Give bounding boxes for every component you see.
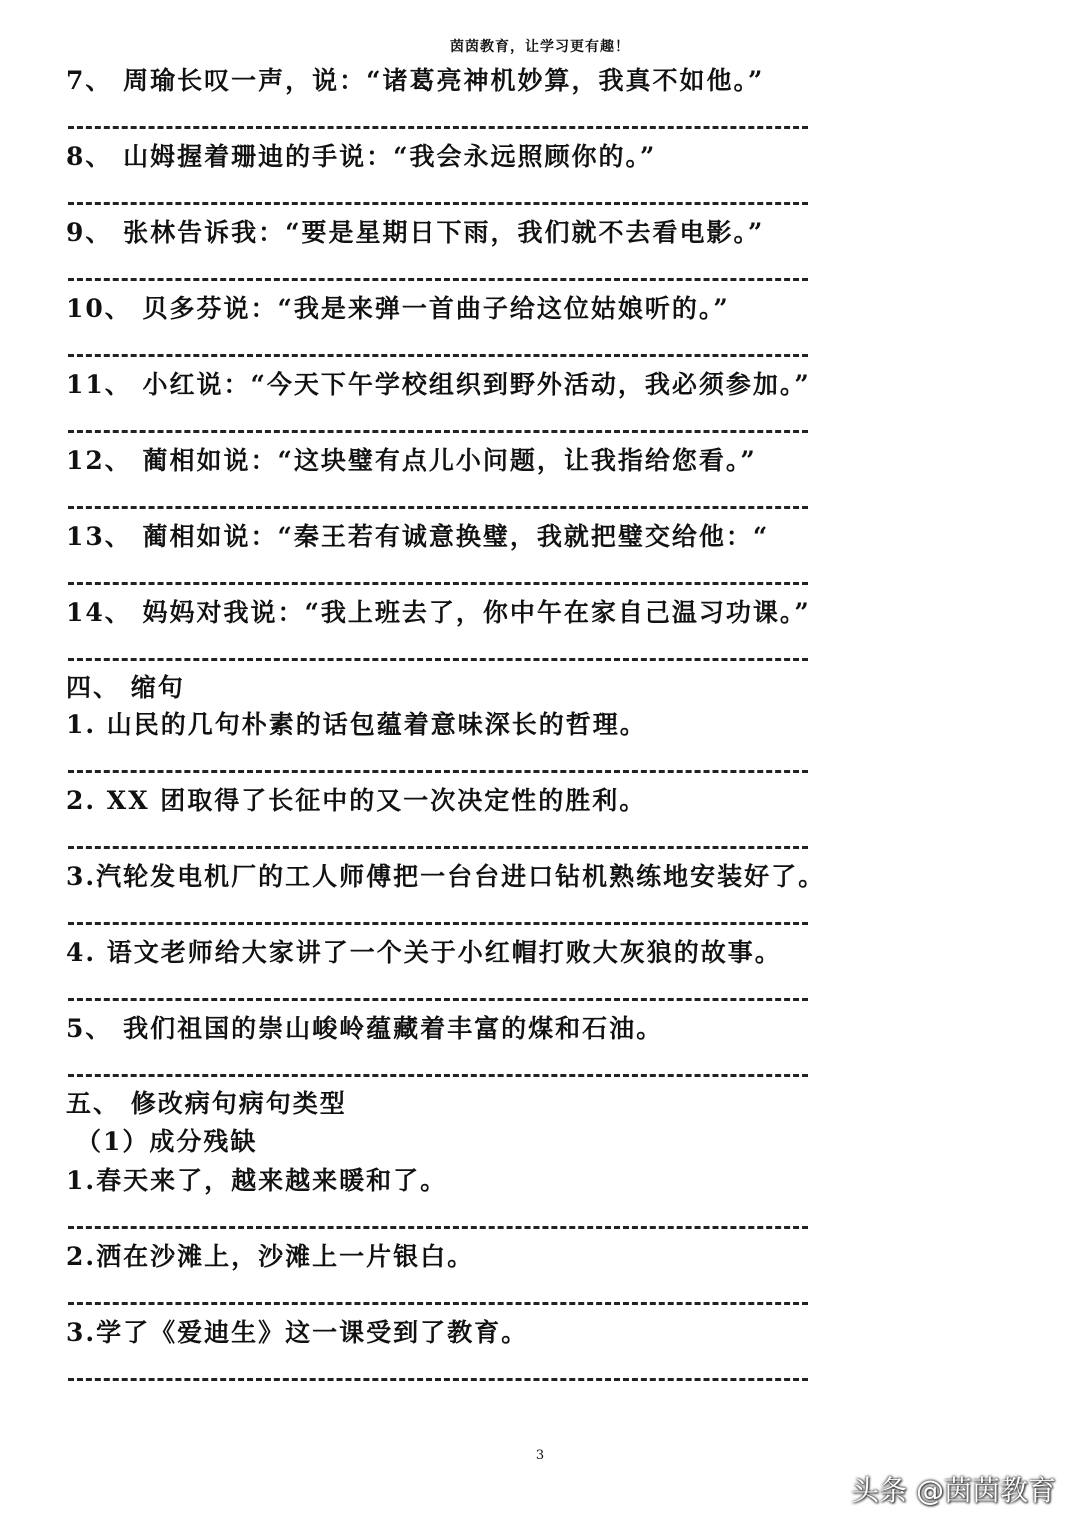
shorten-item-1: 1. 山民的几句朴素的话包蕴着意味深长的哲理。 bbox=[66, 710, 647, 739]
section-4-title: 四、 缩句 bbox=[66, 673, 185, 702]
watermark: 头条 @茵茵教育 bbox=[851, 1474, 1056, 1507]
worksheet-content bbox=[66, 62, 1026, 1390]
exercise-13: 13、 蔺相如说：“秦王若有诚意换璧，我就把璧交给他：“ bbox=[66, 522, 770, 551]
correction-item-2: 2.洒在沙滩上，沙滩上一片银白。 bbox=[66, 1242, 475, 1271]
answer-line[interactable] bbox=[66, 328, 1026, 366]
answer-line[interactable] bbox=[66, 1352, 1026, 1390]
section-5-subtitle: （1）成分残缺 bbox=[76, 1127, 258, 1156]
exercise-7: 7、 周瑜长叹一声，说：“诸葛亮神机妙算，我真不如他。” bbox=[66, 66, 765, 95]
answer-line[interactable] bbox=[66, 632, 1026, 670]
answer-line[interactable] bbox=[66, 744, 1026, 782]
correction-item-1: 1.春天来了，越来越来暖和了。 bbox=[66, 1166, 448, 1195]
answer-line[interactable] bbox=[66, 1276, 1026, 1314]
answer-line[interactable] bbox=[66, 252, 1026, 290]
shorten-item-3: 3.汽轮发电机厂的工人师傅把一台台进口钻机熟练地安装好了。 bbox=[66, 862, 826, 891]
shorten-item-4: 4. 语文老师给大家讲了一个关于小红帽打败大灰狼的故事。 bbox=[66, 938, 782, 967]
answer-line[interactable] bbox=[66, 556, 1026, 594]
shorten-item-2: 2. XX 团取得了长征中的又一次决定性的胜利。 bbox=[66, 786, 647, 815]
exercise-11: 11、 小红说：“今天下午学校组织到野外活动，我必须参加。” bbox=[66, 370, 811, 399]
correction-item-3: 3.学了《爱迪生》这一课受到了教育。 bbox=[66, 1318, 529, 1347]
answer-line[interactable] bbox=[66, 1048, 1026, 1086]
section-5-title: 五、 修改病句病句类型 bbox=[66, 1089, 347, 1118]
answer-line[interactable] bbox=[66, 404, 1026, 442]
answer-line[interactable] bbox=[66, 176, 1026, 214]
shorten-item-5: 5、 我们祖国的崇山峻岭蕴藏着丰富的煤和石油。 bbox=[66, 1014, 664, 1043]
exercise-8: 8、 山姆握着珊迪的手说：“我会永远照顾你的。” bbox=[66, 142, 657, 171]
exercise-10: 10、 贝多芬说：“我是来弹一首曲子给这位姑娘听的。” bbox=[66, 294, 730, 323]
exercise-14: 14、 妈妈对我说：“我上班去了，你中午在家自己温习功课。” bbox=[66, 598, 811, 627]
answer-line[interactable] bbox=[66, 1200, 1026, 1238]
answer-line[interactable] bbox=[66, 972, 1026, 1010]
answer-line[interactable] bbox=[66, 896, 1026, 934]
exercise-9: 9、 张林告诉我：“要是星期日下雨，我们就不去看电影。” bbox=[66, 218, 765, 247]
answer-line[interactable] bbox=[66, 480, 1026, 518]
exercise-12: 12、 蔺相如说：“这块璧有点儿小问题，让我指给您看。” bbox=[66, 446, 757, 475]
answer-line[interactable] bbox=[66, 820, 1026, 858]
page-number: 3 bbox=[535, 1448, 545, 1463]
page-header: 茵茵教育，让学习更有趣！ bbox=[450, 39, 630, 55]
answer-line[interactable] bbox=[66, 100, 1026, 138]
